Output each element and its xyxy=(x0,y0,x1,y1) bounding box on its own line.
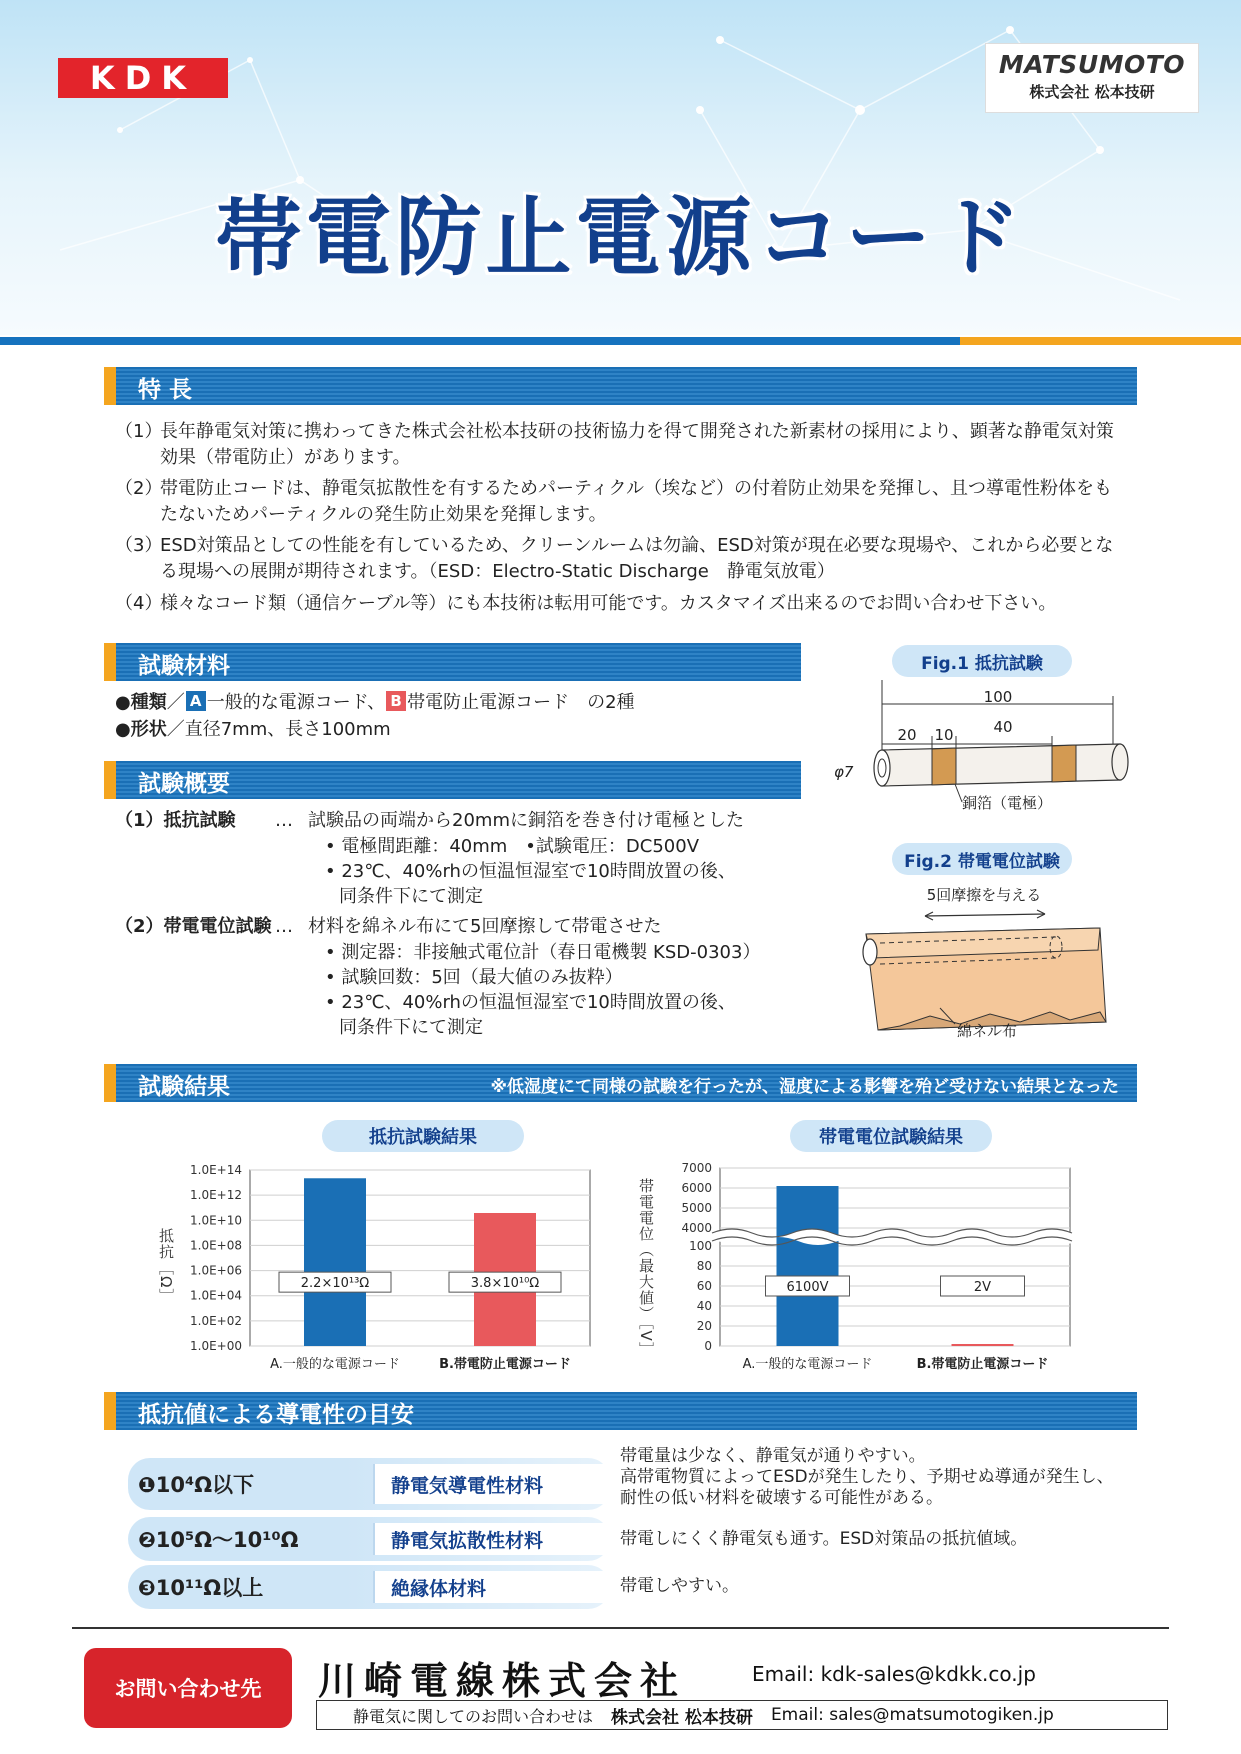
y-tick-label: 1.0E+04 xyxy=(190,1288,242,1303)
section-header-conductivity xyxy=(104,1392,1137,1430)
feature-number: （3） xyxy=(115,535,163,556)
feature-text: 帯電防止コードは、静電気拡散性を有するためパーティクル（埃など）の付着防止効果を発揮し、且つ導電性粉体をもたないためパーティクルの発生防止効果を発揮します。 xyxy=(160,478,1113,525)
results-note: ※低湿度にて同様の試験を行ったが、湿度による影響を殆ど受けない結果となった xyxy=(490,1077,1119,1097)
y-tick-label: 1.0E+00 xyxy=(190,1339,242,1353)
test1-bullet: 同条件下にて測定 xyxy=(339,886,483,907)
feature-item xyxy=(115,419,1125,471)
test1-label: （1）抵抗試験 xyxy=(115,810,236,831)
x-tick-label: A.一般的な電源コード xyxy=(742,1357,873,1372)
conductivity-desc xyxy=(620,1529,1140,1550)
resistance-chart xyxy=(170,1160,610,1375)
fig1-electrode-label: 銅箔（電極） xyxy=(962,794,1053,812)
test1-bullet: • 電極間距離：40mm •試験電圧：DC500V xyxy=(325,836,700,857)
test1-bullet: • 23℃、40%rhの恒温恒湿室で10時間放置の後、 xyxy=(325,861,736,882)
section-header-overview xyxy=(104,761,801,799)
contact-note-prefix: 静電気に関してのお問い合わせは xyxy=(353,1706,594,1726)
material-label: 絶縁体材料 xyxy=(373,1571,618,1603)
data-label: 6100V xyxy=(786,1280,829,1295)
x-tick-label: A.一般的な電源コード xyxy=(270,1357,400,1372)
fig1-title: Fig.1 抵抗試験 xyxy=(892,645,1072,677)
chart1-ylabel: 抵抗［Ω］ xyxy=(157,1228,175,1305)
y-tick-label: 6000 xyxy=(681,1181,712,1195)
fig2-diagram xyxy=(860,880,1120,1040)
shape-text: ／直径7mm、長さ100mm xyxy=(166,719,391,740)
badge-b: B xyxy=(386,691,406,711)
y-tick-label: 100 xyxy=(689,1239,712,1253)
fig2-title: Fig.2 帯電電位試験 xyxy=(892,843,1072,875)
feature-text: 様々なコード類（通信ケーブル等）にも本技術は転用可能です。カスタマイズ出来るのでお問い合わせ下さい。 xyxy=(160,593,1057,614)
range-label: ❷10⁵Ω〜10¹⁰Ω xyxy=(138,1528,299,1552)
section-title: 試験概要 xyxy=(138,771,230,797)
badge-a: A xyxy=(186,691,206,711)
kind-b-text: 帯電防止電源コード の2種 xyxy=(407,692,635,713)
y-tick-label: 20 xyxy=(696,1319,712,1333)
chart2-ylabel: 帯電電位（最大値）［V］ xyxy=(637,1178,655,1358)
contact-email-matsumoto[interactable]: Email: sales@matsumotogiken.jp xyxy=(770,1705,1054,1725)
fig1-diagram xyxy=(820,680,1150,820)
feature-item xyxy=(115,591,1125,617)
plot-area xyxy=(250,1170,590,1346)
fig1-dim-10: 10 xyxy=(934,726,954,744)
feature-item xyxy=(115,533,1125,585)
conductivity-row xyxy=(128,1458,610,1510)
shape-label: ●形状 xyxy=(115,719,167,740)
kdk-logo xyxy=(58,58,228,98)
test1-desc: 試験品の両端から20mmに銅箔を巻き付け電極とした xyxy=(308,810,744,831)
header-divider-orange xyxy=(960,337,1241,345)
data-label: 3.8×10¹⁰Ω xyxy=(470,1276,540,1292)
fig1-dim-20: 20 xyxy=(897,726,917,744)
material-label: 静電気拡散性材料 xyxy=(373,1523,618,1555)
bar xyxy=(952,1344,1014,1346)
fig1-phi: φ7 xyxy=(834,763,854,781)
fig2-cloth-label: 綿ネル布 xyxy=(957,1022,1018,1040)
y-tick-label: 4000 xyxy=(681,1221,712,1235)
desc-line: 帯電量は少なく、静電気が通りやすい。 xyxy=(620,1446,926,1466)
matsumoto-logo xyxy=(985,43,1199,113)
x-tick-label: B.帯電防止電源コード xyxy=(916,1357,1049,1372)
section-title: 試験材料 xyxy=(138,653,230,679)
company-name: 川崎電線株式会社 xyxy=(318,1658,687,1703)
material-kind xyxy=(115,690,635,716)
y-tick-label: 5000 xyxy=(681,1201,712,1215)
feature-number: （2） xyxy=(115,478,163,499)
kind-label: ●種類 xyxy=(115,692,167,713)
chart1-title: 抵抗試験結果 xyxy=(322,1120,524,1152)
contact-badge: お問い合わせ先 xyxy=(84,1648,292,1728)
y-tick-label: 40 xyxy=(696,1299,712,1313)
feature-number: （4） xyxy=(115,593,163,614)
feature-text: ESD対策品としての性能を有しているため、クリーンルームは勿論、ESD対策が現在必要な現場や、これから必要となる現場への展開が期待されます。（ESD：Electro-Static Discharge 静電気放電） xyxy=(160,535,1114,582)
section-title: 抵抗値による導電性の目安 xyxy=(138,1402,414,1428)
feature-text: 長年静電気対策に携わってきた株式会社松本技研の技術協力を得て開発された新素材の採用により、顕著な静電気対策効果（帯電防止）があります。 xyxy=(160,421,1114,468)
kdk-logo-text: KDK xyxy=(89,59,197,97)
range-label: ❶10⁴Ω以下 xyxy=(138,1473,255,1497)
header-divider-blue xyxy=(0,337,960,345)
material-label: 静電気導電性材料 xyxy=(373,1464,618,1504)
plot-area xyxy=(720,1168,1070,1346)
section-header-features xyxy=(104,367,1137,405)
y-tick-label: 60 xyxy=(696,1279,712,1293)
kind-a-text: 一般的な電源コード、 xyxy=(206,692,386,713)
desc-line: 帯電しやすい。 xyxy=(620,1576,739,1596)
test2-label: （2）帯電電位試験 xyxy=(115,916,272,937)
test2-bullet: • 測定器：非接触式電位計（春日電機製 KSD-0303） xyxy=(325,942,761,963)
test2-bullet: • 試験回数：5回（最大値のみ抜粋） xyxy=(325,967,623,988)
y-tick-label: 80 xyxy=(696,1259,712,1273)
bar xyxy=(777,1186,839,1346)
matsumoto-logo-jp: 株式会社 松本技研 xyxy=(1029,83,1155,101)
contact-note-company: 株式会社 松本技研 xyxy=(611,1707,753,1728)
kind-separator: ／ xyxy=(166,692,185,713)
section-header-results xyxy=(104,1064,1137,1102)
test2-bullet: 同条件下にて測定 xyxy=(339,1017,483,1038)
y-tick-label: 1.0E+06 xyxy=(190,1263,242,1278)
desc-line: 帯電しにくく静電気も通す。ESD対策品の抵抗値域。 xyxy=(620,1529,1028,1549)
chart2-title: 帯電電位試験結果 xyxy=(790,1120,992,1152)
range-label: ❸10¹¹Ω以上 xyxy=(138,1576,264,1600)
material-shape xyxy=(115,717,391,743)
y-tick-label: 0 xyxy=(704,1339,712,1353)
bar xyxy=(304,1178,366,1346)
feature-number: （1） xyxy=(115,421,163,442)
y-tick-label: 7000 xyxy=(681,1161,712,1175)
y-tick-label: 1.0E+02 xyxy=(190,1313,242,1328)
data-label: 2V xyxy=(973,1280,992,1295)
matsumoto-contact-box xyxy=(316,1700,1168,1730)
x-tick-label: B.帯電防止電源コード xyxy=(439,1357,571,1372)
section-title: 特 長 xyxy=(138,377,193,403)
conductivity-row xyxy=(128,1565,610,1609)
test2-bullet: • 23℃、40%rhの恒温恒湿室で10時間放置の後、 xyxy=(325,992,736,1013)
fig1-dim-total: 100 xyxy=(983,688,1013,706)
data-label: 2.2×10¹³Ω xyxy=(300,1276,370,1292)
matsumoto-logo-en: MATSUMOTO xyxy=(998,50,1186,79)
desc-line: 耐性の低い材料を破壊する可能性がある。 xyxy=(620,1488,943,1508)
y-tick-label: 1.0E+10 xyxy=(190,1213,242,1228)
voltage-chart xyxy=(655,1156,1095,1376)
desc-line: 高帯電物質によってESDが発生したり、予期せぬ導通が発生し、 xyxy=(620,1467,1114,1487)
conductivity-desc xyxy=(620,1446,1140,1509)
page-title: 帯電防止電源コード xyxy=(215,188,1026,288)
footer-divider xyxy=(72,1627,1169,1629)
fig1-dim-40: 40 xyxy=(993,718,1013,736)
section-header-materials xyxy=(104,643,801,681)
fig2-rub-label: 5回摩擦を与える xyxy=(926,886,1042,904)
contact-email-kdk[interactable]: Email: kdk-sales@kdkk.co.jp xyxy=(752,1662,1036,1686)
test2-dots: … xyxy=(275,916,293,937)
y-tick-label: 1.0E+14 xyxy=(190,1163,242,1177)
y-tick-label: 1.0E+08 xyxy=(190,1238,242,1253)
test1-dots: … xyxy=(275,810,293,831)
y-tick-label: 1.0E+12 xyxy=(190,1188,242,1203)
test2-desc: 材料を綿ネル布にて5回摩擦して帯電させた xyxy=(308,916,662,937)
feature-item xyxy=(115,476,1125,528)
conductivity-row xyxy=(128,1517,610,1561)
section-title: 試験結果 xyxy=(138,1074,230,1100)
conductivity-desc xyxy=(620,1576,1140,1597)
